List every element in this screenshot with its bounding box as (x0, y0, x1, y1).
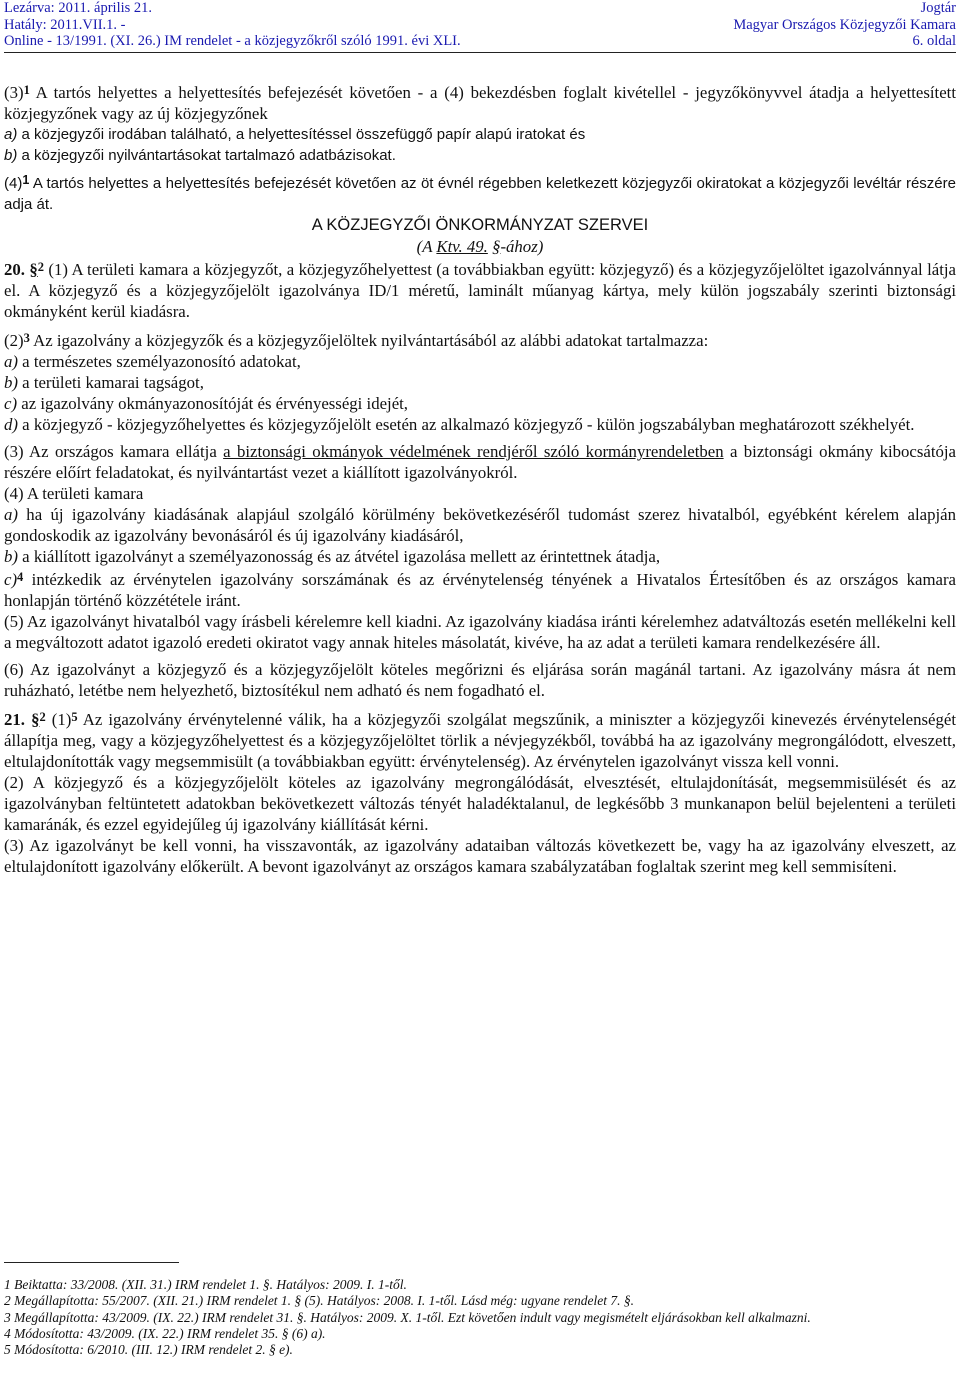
header-divider (4, 52, 956, 53)
header-page-number: 6. oldal (912, 33, 956, 49)
footnote-ref[interactable]: 5 (71, 710, 78, 724)
section-20-4-item-b: b) a kiállított igazolványt a személyazonosság és az átvétel igazolása mellett az érintettnek átadja, (4, 547, 661, 566)
header-right (733, 0, 956, 50)
footnote-1: 1 Beiktatta: 33/2008. (XII. 31.) IRM rendelet 1. §. Hatályos: 2009. I. 1-től. (4, 1277, 407, 1292)
footnote-ref[interactable]: 1 (23, 83, 30, 97)
paragraph-3: $(3)^1$ A tartós helyettes a helyettesítés befejezését követően - a (4) bekezdésben foglalt kivétellel - jegyzőkönyvvel átadja a helyettesített közjegyzőnek vagy az új közjegyzőnek (4, 83, 956, 123)
footnote-divider (4, 1262, 179, 1263)
header-left (4, 0, 461, 50)
footnote-ref[interactable]: 3 (23, 331, 30, 345)
footnote-3: 3 Megállapította: 43/2009. (IX. 22.) IRM rendelet 31. §. Hatályos: 2009. X. 1-től. Ezt követően indult vagy megismételt eljárásokban kell alkalmazni. (4, 1309, 811, 1325)
section-20-item-c: c) az igazolvány okmányazonosítóját és érvényességi idejét, (4, 394, 409, 413)
section-20-item-d: d) a közjegyző - közjegyzőhelyettes és közjegyzőjelölt esetén az alkalmazó közjegyző - külön jogszabályban meghatározott székhelyét. (4, 415, 915, 434)
section-20-paragraph-5: (5) Az igazolványt hivatalból vagy írásbeli kérelemre kell kiadni. Az igazolvány kiadása iránti kérelemhez adatváltozás esetén mellékelni kell a megváltozott adatot igazoló eredeti okiratot vagy annak hiteles másolatát, kivéve, ha az adat a területi kamara rendelkezésére áll. (4, 612, 956, 652)
section-heading: A KÖZJEGYZŐI ÖNKORMÁNYZAT SZERVEI (311, 216, 649, 234)
header-organization: Magyar Országos Közjegyzői Kamara (733, 16, 956, 33)
section-21-paragraph-1: 21. §$^2$ $(1)^5$ Az igazolvány érvénytelenné válik, ha a közjegyzői szolgálat megszűnik, a miniszter a közjegyzői kinevezés érvénytelenségét állapítja meg, vagy a közjegyzőhelyettest és a közjegyzőjelöltet törlik a névjegyzékből, továbbá ha az igazolvány megrongálódott, elveszett, eltulajdonították vagy megsemmisült (a továbbiakban együtt: érvénytelenség). Az érvénytelen igazolványt vissza kell vonni. (4, 710, 957, 771)
paragraph-3-item-a: a) a közjegyzői irodában található, a helyettesítéssel összefüggő papír alapú iratokat és (4, 126, 586, 143)
header-document-title: Online - 13/1991. (XI. 26.) IM rendelet - a közjegyzőkről szóló 1991. évi XLI. (4, 33, 461, 49)
document-body (4, 80, 956, 877)
section-20-paragraph-2: $(2)^3$ Az igazolvány a közjegyzők és a közjegyzőjelöltek nyilvántartásából az alábbi adatokat tartalmazza: (4, 331, 709, 350)
section-20-4-item-a: a) ha új igazolvány kiadásának alapjául szolgáló körülmény bekövetkezéséről tudomást szerez hivatalból, egyébként kérelem alapján gondoskodik az igazolvány bevonásáról és új igazolvány kiadásáról, (4, 505, 956, 545)
footnote-ref[interactable]: 4 (17, 570, 24, 584)
header-closed-date: Lezárva: 2011. április 21. (4, 0, 153, 16)
footnote-5: 5 Módosította: 6/2010. (III. 12.) IRM rendelet 2. § e). (4, 1342, 293, 1358)
footnote-ref[interactable]: 2 (37, 260, 45, 274)
paragraph-4: $(4)^1$ A tartós helyettes a helyettesítés befejezését követően az öt évnél régebben keletkezett közjegyzői okiratokat a közjegyzői levéltár részére adja át. (4, 173, 956, 213)
header-effective-date: Hatály: 2011.VII.1. - (4, 16, 126, 33)
government-decree-link[interactable]: a biztonsági okmányok védelmének rendjéről szóló kormányrendeletben (223, 442, 724, 461)
section-20-paragraph-4: (4) A területi kamara (4, 484, 144, 503)
section-link[interactable]: § (492, 237, 501, 256)
section-20-4-item-c: c)$^4$ intézkedik az érvénytelen igazolvány sorszámának és az érvénytelenség tényének a Hivatalos Értesítőben és az országos kamara honlapján történő közzététele iránt. (4, 570, 956, 610)
section-20-item-a: a) a természetes személyazonosító adatokat, (4, 352, 301, 371)
section-symbol-link[interactable]: § (31, 710, 40, 729)
section-20-paragraph-6: (6) Az igazolványt a közjegyző és a közjegyzőjelölt köteles megőrizni és eljárása során magánál tartani. Az igazolvány másra át nem ruházható, letétbe nem helyezhető, biztosítékul nem adható és nem fogadható el. (4, 660, 956, 700)
footnote-ref[interactable]: 1 (22, 173, 30, 187)
section-20-item-b: b) a területi kamarai tagságot, (4, 373, 204, 392)
section-21-paragraph-3: (3) Az igazolványt be kell vonni, ha visszavonták, az igazolvány adataiban változás következett be, vagy ha az igazolvány elveszett, az eltulajdonított igazolvány előkerült. A bevont igazolványt az országos kamara szabályzatában foglaltak szerint meg kell semmisíteni. (4, 836, 956, 876)
section-symbol-link[interactable]: § (29, 260, 38, 279)
section-20-paragraph-1: 20. §$^2$ (1) A területi kamara a közjegyzőt, a közjegyzőhelyettest (a továbbiakban együtt: közjegyző) és a közjegyzőjelöltet igazolvánnyal látja el. A közjegyző és a közjegyzőjelölt igazolványa ID/1 méretű, laminált műanyag kártya, mely külön jogszabály szerinti biztonsági okmányként kerül kiadásra. (4, 260, 956, 321)
footnotes (4, 1262, 956, 1358)
section-subheading: (A Ktv. 49. §-ához) (416, 237, 544, 256)
paragraph-3-item-b: b) a közjegyzői nyilvántartásokat tartalmazó adatbázisokat. (4, 147, 396, 164)
footnote-4: 4 Módosította: 43/2009. (IX. 22.) IRM rendelet 35. § (6) a). (4, 1325, 326, 1341)
section-20-paragraph-3: (3) Az országos kamara ellátja a biztonsági okmányok védelmének rendjéről szóló kormányrendeletben a biztonsági okmány kibocsátója részére előírt feladatokat, és nyilvántartást vezet a kiállított igazolványokról. (4, 442, 956, 482)
section-21-paragraph-2: (2) A közjegyző és a közjegyzőjelölt köteles az igazolvány megrongálódását, elvesztését, eltulajdonítását, megsemmisülését és az igazolványban feltüntetett adatokban bekövetkezett változás tényét haladéktalanul, de legkésőbb 3 munkanapon belül bejelenteni a területi kamaránák, és ezzel egyidejűleg új igazolvány kiállítását kérni. (4, 773, 956, 834)
header-publisher: Jogtár (920, 0, 956, 16)
footnote-2: 2 Megállapította: 55/2007. (XII. 21.) IRM rendelet 1. § (5). Hatályos: 2008. I. 1-től. Lásd még: ugyane rendelet 7. §. (4, 1293, 634, 1309)
footnote-ref[interactable]: 2 (39, 710, 46, 724)
ktv-link[interactable]: Ktv. 49. (436, 237, 488, 256)
